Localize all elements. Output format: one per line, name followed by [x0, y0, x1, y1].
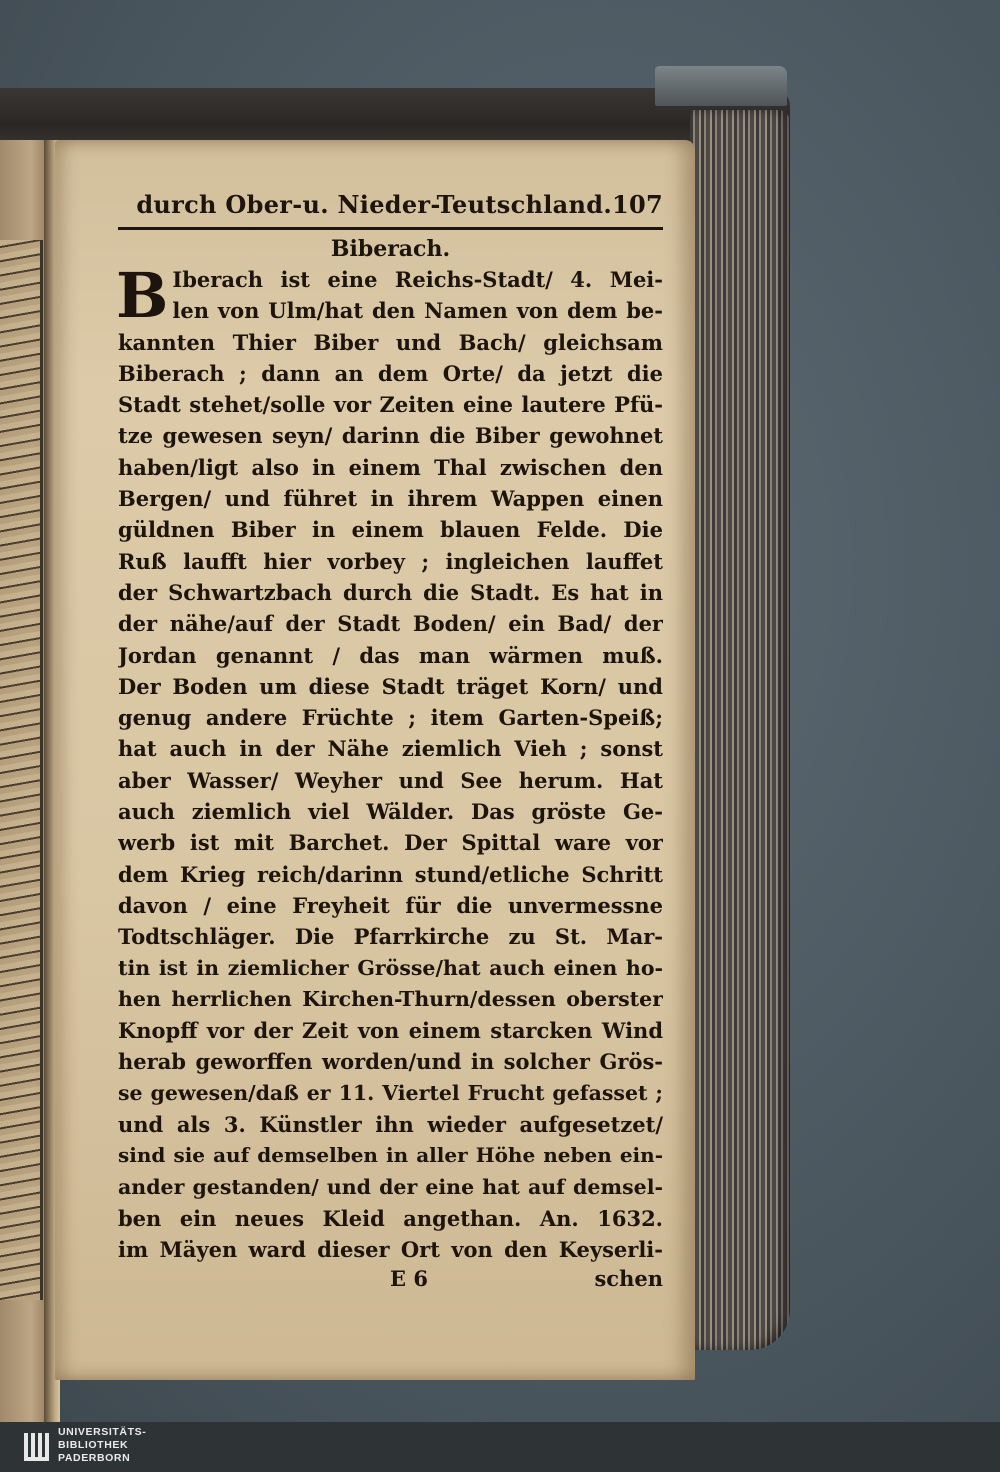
- text-line: se gewesen/daß er 11. Viertel Frucht gefasset ;: [118, 1080, 663, 1105]
- page-text: [118, 190, 663, 1298]
- text-line: der nähe/auf der Stadt Boden/ ein Bad/ der: [118, 611, 663, 637]
- text-line: Biberach ; dann an dem Orte/ da jetzt die: [118, 360, 663, 386]
- text-line: Stadt stehet/solle vor Zeiten eine lautere Pfü-: [118, 392, 663, 418]
- woodcut-illustration: [0, 240, 43, 1300]
- text-line: davon / eine Freyheit für die unvermessne: [118, 892, 663, 918]
- text-line: dem Krieg reich/darinn stund/etliche Schritt: [118, 861, 663, 887]
- library-logo-icon: [22, 1431, 52, 1463]
- text-line: der Schwartzbach durch die Stadt. Es hat in: [118, 579, 663, 605]
- text-line: ander gestanden/ und der eine hat auf demsel-: [118, 1174, 663, 1199]
- text-line: Jordan genannt / das man wärmen muß.: [118, 642, 663, 668]
- text-line: güldnen Biber in einem blauen Felde. Die: [118, 517, 663, 543]
- text-line: und als 3. Künstler ihn wieder aufgesetzet/: [118, 1112, 663, 1138]
- body-text: [116, 259, 663, 1266]
- text-line: genug andere Früchte ; item Garten-Speiß;: [118, 705, 663, 731]
- text-line: hat auch in der Nähe ziemlich Vieh ; sonst: [118, 736, 663, 762]
- drop-cap: B: [116, 259, 169, 332]
- section-title: Biberach.: [330, 236, 451, 262]
- text-line: Iberach ist eine Reichs-Stadt/ 4. Mei-: [172, 267, 663, 292]
- text-line: sind sie auf demselben in aller Höhe neben ein-: [118, 1143, 663, 1168]
- header-rule: [118, 227, 663, 230]
- text-line: hen herrlichen Kirchen-Thurn/dessen oberster: [118, 986, 663, 1011]
- text-line: Knopff vor der Zeit von einem starcken Wind: [118, 1018, 663, 1044]
- text-line: Todtschläger. Die Pfarrkirche zu St. Mar-: [118, 924, 663, 950]
- page-fore-edge: [690, 110, 790, 1350]
- text-line: haben/ligt also in einem Thal zwischen den: [118, 454, 663, 480]
- text-line: aber Wasser/ Weyher und See herum. Hat: [118, 767, 663, 793]
- text-line: Bergen/ und führet in ihrem Wappen einen: [118, 486, 663, 512]
- library-name-line: BIBLIOTHEK: [58, 1439, 129, 1451]
- text-line: auch ziemlich viel Wälder. Das gröste Ge-: [118, 799, 663, 825]
- library-footer-bar: [0, 1422, 1000, 1472]
- signature-mark: E 6: [390, 1265, 428, 1291]
- text-line: im Mäyen ward dieser Ort von den Keyserli-: [118, 1237, 663, 1263]
- catchword: schen: [594, 1265, 663, 1291]
- page-footer: [118, 1266, 663, 1298]
- book-clasp: [655, 66, 787, 106]
- text-line: kannten Thier Biber und Bach/ gleichsam: [118, 329, 663, 355]
- text-line: herab geworffen worden/und in solcher Grös-: [118, 1049, 663, 1075]
- text-line: Der Boden um diese Stadt träget Korn/ und: [118, 673, 663, 699]
- text-line: tin ist in ziemlicher Grösse/hat auch einen ho-: [118, 955, 663, 980]
- text-line: len von Ulm/hat den Namen von dem be-: [172, 298, 663, 324]
- running-head: durch Ober-u. Nieder-Teutschland.107: [136, 190, 663, 219]
- text-line: Ruß laufft hier vorbey ; ingleichen lauffet: [118, 548, 663, 574]
- library-name: [58, 1426, 146, 1465]
- text-line: tze gewesen seyn/ darinn die Biber gewohnet: [118, 423, 663, 449]
- library-name-line: UNIVERSITÄTS-: [58, 1426, 147, 1438]
- text-line: werb ist mit Barchet. Der Spittal ware vor: [118, 830, 663, 856]
- text-line: ben ein neues Kleid angethan. An. 1632.: [118, 1205, 663, 1231]
- library-name-line: PADERBORN: [58, 1452, 131, 1464]
